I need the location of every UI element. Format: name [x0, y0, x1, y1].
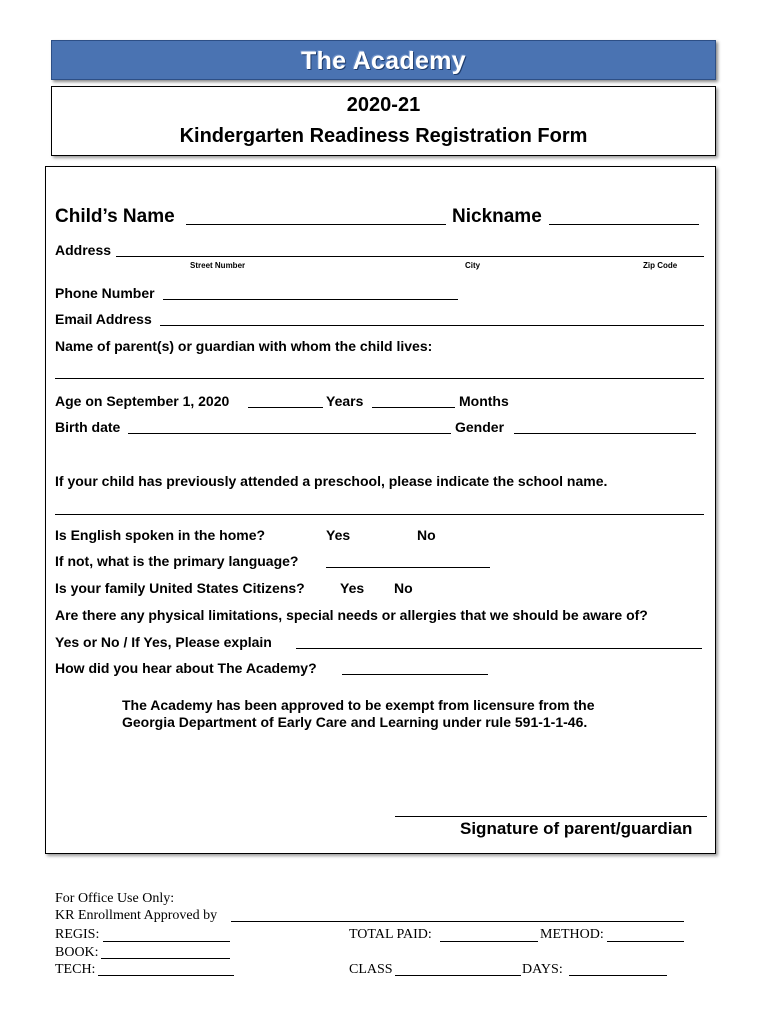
hear-about-field[interactable]	[342, 674, 488, 675]
age-months-field[interactable]	[372, 407, 455, 408]
total-paid-label: TOTAL PAID:	[349, 927, 432, 942]
explain-label: Yes or No / If Yes, Please explain	[55, 634, 272, 650]
school-year: 2020-21	[346, 94, 421, 116]
months-label: Months	[459, 393, 509, 409]
office-use-heading: For Office Use Only:	[55, 891, 175, 906]
primary-language-field[interactable]	[326, 567, 490, 568]
email-label: Email Address	[55, 311, 152, 327]
citizens-yes-option[interactable]: Yes	[340, 580, 365, 596]
exempt-statement-line1: The Academy has been approved to be exempt from licensure from the	[122, 697, 595, 713]
hear-about-label: How did you hear about The Academy?	[55, 660, 317, 676]
gender-field[interactable]	[514, 433, 696, 434]
birth-date-field[interactable]	[128, 433, 451, 434]
phone-label: Phone Number	[55, 285, 155, 301]
birth-date-label: Birth date	[55, 419, 121, 435]
limitations-label: Are there any physical limitations, special needs or allergies that we should be aware of?	[55, 607, 648, 623]
gender-label: Gender	[455, 419, 505, 435]
child-name-label: Child’s Name	[55, 206, 175, 227]
email-field[interactable]	[160, 325, 704, 326]
signature-label: Signature of parent/guardian	[460, 819, 693, 838]
nickname-label: Nickname	[452, 206, 542, 227]
english-spoken-label: Is English spoken in the home?	[55, 527, 266, 543]
tech-field[interactable]	[98, 975, 234, 976]
address-field[interactable]	[116, 256, 704, 257]
tech-label: TECH:	[55, 962, 96, 977]
approved-by-field[interactable]	[231, 921, 684, 922]
parent-label: Name of parent(s) or guardian with whom the child lives:	[55, 338, 433, 354]
child-name-field[interactable]	[186, 224, 446, 225]
citizens-no-option[interactable]: No	[394, 580, 413, 596]
years-label: Years	[326, 393, 364, 409]
signature-field[interactable]	[395, 816, 707, 817]
exempt-statement-line2: Georgia Department of Early Care and Learning under rule 591-1-1-46.	[122, 714, 588, 730]
parent-field[interactable]	[55, 378, 704, 379]
age-label: Age on September 1, 2020	[55, 393, 230, 409]
book-label: BOOK:	[55, 945, 99, 960]
english-no-option[interactable]: No	[417, 527, 436, 543]
primary-language-label: If not, what is the primary language?	[55, 553, 299, 569]
nickname-field[interactable]	[549, 224, 699, 225]
age-years-field[interactable]	[248, 407, 323, 408]
phone-field[interactable]	[163, 299, 458, 300]
citizens-label: Is your family United States Citizens?	[55, 580, 305, 596]
form-title: Kindergarten Readiness Registration Form	[179, 125, 588, 147]
method-field[interactable]	[607, 941, 684, 942]
banner-title: The Academy	[301, 47, 466, 75]
book-field[interactable]	[101, 958, 230, 959]
method-label: METHOD:	[540, 927, 604, 942]
class-field[interactable]	[395, 975, 521, 976]
header-banner	[51, 40, 716, 80]
english-yes-option[interactable]: Yes	[326, 527, 351, 543]
title-box	[51, 86, 716, 156]
total-paid-field[interactable]	[440, 941, 538, 942]
registration-form-box	[45, 166, 716, 854]
days-label: DAYS:	[522, 962, 563, 977]
zip-code-caption: Zip Code	[643, 261, 678, 270]
preschool-field[interactable]	[55, 514, 704, 515]
address-label: Address	[55, 242, 112, 258]
regis-label: REGIS:	[55, 927, 100, 942]
city-caption: City	[465, 261, 481, 270]
preschool-label: If your child has previously attended a preschool, please indicate the school name.	[55, 473, 608, 489]
days-field[interactable]	[569, 975, 667, 976]
explain-field[interactable]	[296, 648, 702, 649]
approved-by-label: KR Enrollment Approved by	[55, 908, 218, 923]
regis-field[interactable]	[103, 941, 230, 942]
street-number-caption: Street Number	[190, 261, 246, 270]
class-label: CLASS	[349, 962, 393, 977]
